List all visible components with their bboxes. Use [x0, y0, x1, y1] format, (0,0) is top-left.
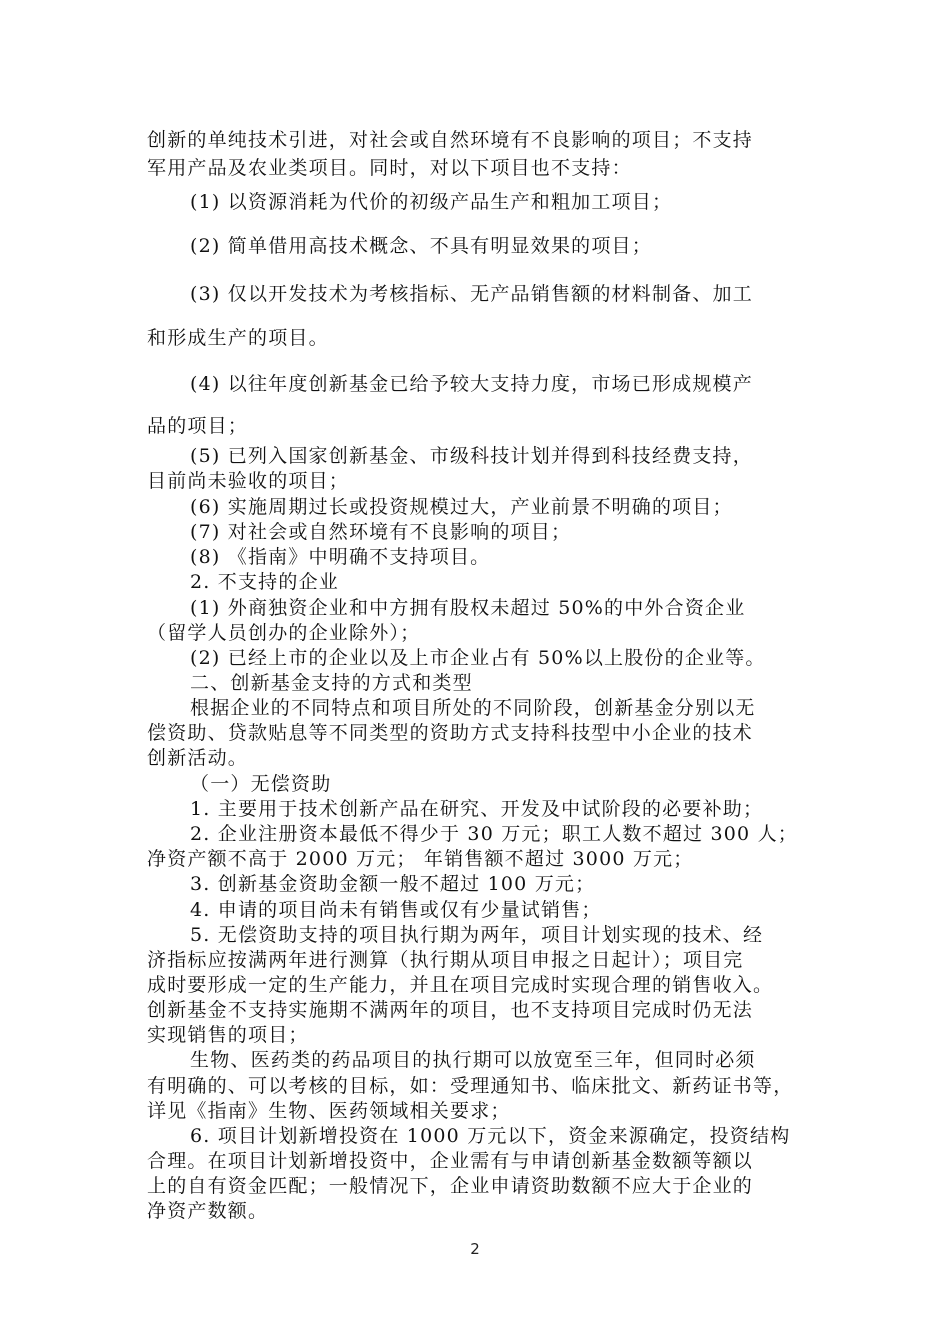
text-line: 上的自有资金匹配；一般情况下，企业申请资助数额不应大于企业的 — [147, 1175, 754, 1197]
text-line: 净资产数额。 — [147, 1200, 269, 1222]
text-line: 济指标应按满两年进行测算（执行期从项目申报之日起计）；项目完 — [147, 949, 744, 971]
text-line: 实现销售的项目； — [147, 1024, 309, 1046]
text-line: 成时要形成一定的生产能力，并且在项目完成时实现合理的销售收入。 — [147, 974, 774, 996]
list-item: 1. 主要用于技术创新产品在研究、开发及中试阶段的必要补助； — [190, 798, 764, 820]
text-line: 目前尚未验收的项目； — [147, 470, 350, 492]
text-line: 创新基金不支持实施期不满两年的项目，也不支持项目完成时仍无法 — [147, 999, 754, 1021]
text-line: 净资产额不高于 2000 万元； 年销售额不超过 3000 万元； — [147, 848, 694, 870]
text-line: 和形成生产的项目。 — [147, 327, 329, 349]
list-item: (6) 实施周期过长或投资规模过大，产业前景不明确的项目； — [190, 496, 733, 518]
list-item: (2) 简单借用高技术概念、不具有明显效果的项目； — [190, 235, 652, 257]
list-item: 2. 企业注册资本最低不得少于 30 万元；职工人数不超过 300 人； — [190, 823, 798, 845]
text-line: 有明确的、可以考核的目标，如：受理通知书、临床批文、新药证书等， — [147, 1075, 794, 1097]
text-line: 创新活动。 — [147, 747, 249, 769]
list-item: (1) 外商独资企业和中方拥有股权未超过 50%的中外合资企业 — [190, 597, 746, 619]
list-item: (8) 《指南》中明确不支持项目。 — [190, 546, 491, 568]
section-heading: 2. 不支持的企业 — [190, 571, 339, 593]
text-line: 偿资助、贷款贴息等不同类型的资助方式支持科技型中小企业的技术 — [147, 722, 754, 744]
list-item: (5) 已列入国家创新基金、市级科技计划并得到科技经费支持， — [190, 445, 753, 467]
list-item: (1) 以资源消耗为代价的初级产品生产和粗加工项目； — [190, 191, 673, 213]
list-item: 5. 无偿资助支持的项目执行期为两年，项目计划实现的技术、经 — [190, 924, 764, 946]
text-line: （留学人员创办的企业除外）； — [147, 622, 421, 644]
text-line: 生物、医药类的药品项目的执行期可以放宽至三年，但同时必须 — [190, 1049, 756, 1071]
text-line: 品的项目； — [147, 415, 249, 437]
text-line: 详见《指南》生物、医药领域相关要求； — [147, 1100, 511, 1122]
list-item: 6. 项目计划新增投资在 1000 万元以下，资金来源确定，投资结构 — [190, 1125, 791, 1147]
list-item: (4) 以往年度创新基金已给予较大支持力度，市场已形成规模产 — [190, 373, 753, 395]
list-item: 4. 申请的项目尚未有销售或仅有少量试销售； — [190, 899, 602, 921]
section-heading: 二、创新基金支持的方式和类型 — [190, 672, 473, 694]
text-line: 根据企业的不同特点和项目所处的不同阶段，创新基金分别以无 — [190, 697, 756, 719]
text-line: 军用产品及农业类项目。同时，对以下项目也不支持： — [147, 157, 632, 179]
list-item: (3) 仅以开发技术为考核指标、无产品销售额的材料制备、加工 — [190, 283, 753, 305]
text-line: 创新的单纯技术引进，对社会或自然环境有不良影响的项目；不支持 — [147, 129, 754, 151]
list-item: 3. 创新基金资助金额一般不超过 100 万元； — [190, 873, 596, 895]
list-item: (7) 对社会或自然环境有不良影响的项目； — [190, 521, 572, 543]
list-item: (2) 已经上市的企业以及上市企业占有 50%以上股份的企业等。 — [190, 647, 766, 669]
section-heading: （一）无偿资助 — [190, 773, 332, 795]
page-number: 2 — [470, 1240, 480, 1258]
text-line: 合理。在项目计划新增投资中，企业需有与申请创新基金数额等额以 — [147, 1150, 754, 1172]
